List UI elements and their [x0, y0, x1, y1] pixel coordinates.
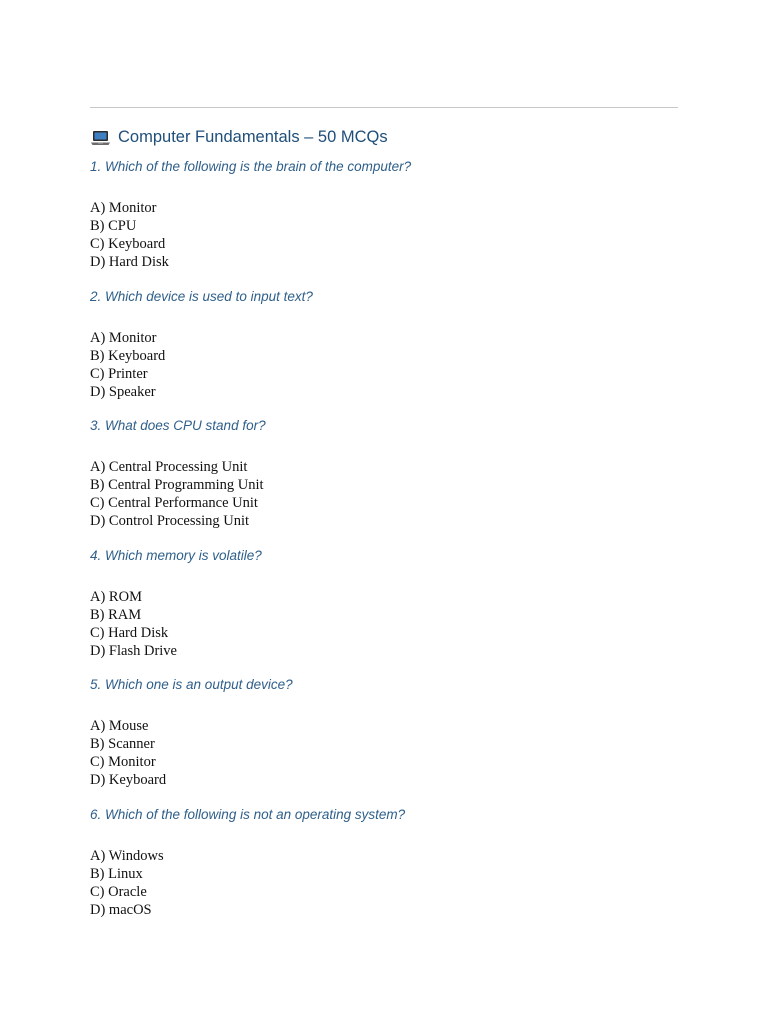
option-4d: D) Flash Drive	[90, 643, 177, 659]
option-2a: A) Monitor	[90, 330, 157, 346]
document-title-text: Computer Fundamentals – 50 MCQs	[118, 128, 388, 146]
option-3c: C) Central Performance Unit	[90, 495, 258, 511]
option-2c: C) Printer	[90, 366, 148, 382]
option-5d: D) Keyboard	[90, 772, 167, 788]
option-1b: B) CPU	[90, 218, 137, 234]
option-1d: D) Hard Disk	[90, 254, 169, 270]
option-5a: A) Mouse	[90, 718, 149, 734]
options-6	[90, 847, 164, 919]
question-3: 3. What does CPU stand for?	[90, 418, 266, 433]
option-3a: A) Central Processing Unit	[90, 459, 248, 475]
option-6c: C) Oracle	[90, 884, 147, 900]
options-5	[90, 717, 166, 789]
option-4b: B) RAM	[90, 607, 142, 623]
option-1a: A) Monitor	[90, 200, 157, 216]
options-2	[90, 329, 165, 401]
option-4c: C) Hard Disk	[90, 625, 169, 641]
question-4: 4. Which memory is volatile?	[90, 548, 262, 563]
option-2b: B) Keyboard	[90, 348, 166, 364]
option-5c: C) Monitor	[90, 754, 156, 770]
question-2: 2. Which device is used to input text?	[90, 289, 313, 304]
question-1: 1. Which of the following is the brain of the computer?	[90, 159, 412, 174]
question-6: 6. Which of the following is not an operating system?	[90, 807, 406, 822]
option-3b: B) Central Programming Unit	[90, 477, 264, 493]
document-title	[90, 128, 388, 147]
option-5b: B) Scanner	[90, 736, 155, 752]
top-divider	[90, 107, 678, 108]
option-6d: D) macOS	[90, 902, 152, 918]
option-2d: D) Speaker	[90, 384, 156, 400]
option-6a: A) Windows	[90, 848, 164, 864]
laptop-icon	[90, 130, 111, 146]
option-4a: A) ROM	[90, 589, 142, 605]
options-3	[90, 458, 264, 530]
option-1c: C) Keyboard	[90, 236, 166, 252]
option-3d: D) Control Processing Unit	[90, 513, 250, 529]
question-5: 5. Which one is an output device?	[90, 677, 293, 692]
options-4	[90, 588, 177, 660]
option-6b: B) Linux	[90, 866, 143, 882]
options-1	[90, 199, 169, 271]
